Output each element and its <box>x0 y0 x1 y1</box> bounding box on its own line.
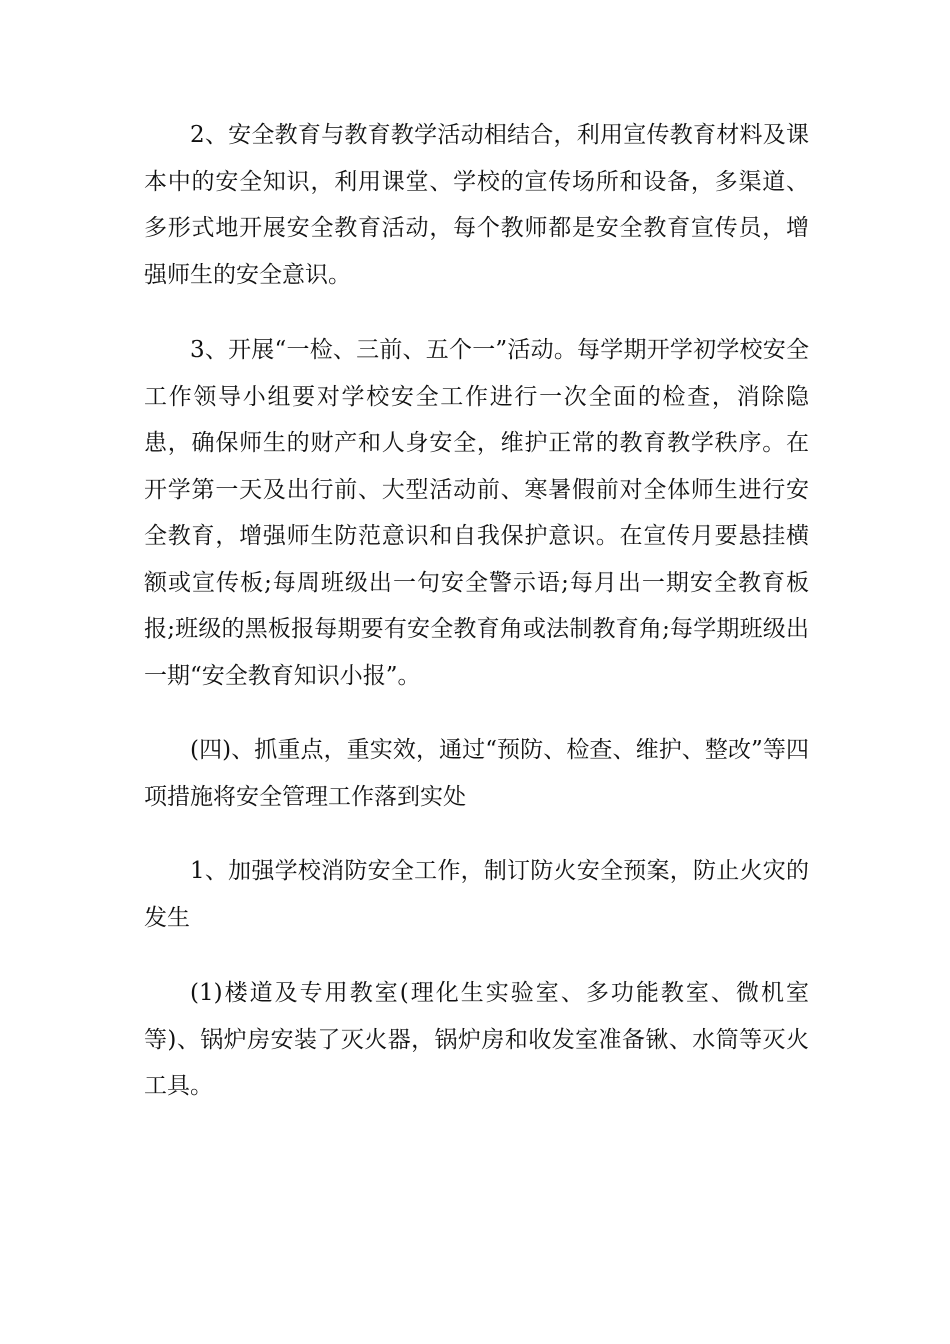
document-page <box>144 112 809 1110</box>
paragraph-safety-education-integration: 2、安全教育与教育教学活动相结合，利用宣传教育材料及课本中的安全知识，利用课堂、学校的宣传场所和设备，多渠道、多形式地开展安全教育活动，每个教师都是安全教育宣传员，增强师生的安全意识。 <box>144 122 809 288</box>
paragraph-fire-safety: 1、加强学校消防安全工作，制订防火安全预案，防止火灾的发生 <box>144 858 809 931</box>
paragraph-fire-extinguishers: (1)楼道及专用教室(理化生实验室、多功能教室、微机室等)、锅炉房安装了灭火器，锅炉房和收发室准备锹、水筒等灭火工具。 <box>144 980 809 1099</box>
section-heading-four: (四)、抓重点，重实效，通过“预防、检查、维护、整改”等四项措施将安全管理工作落到实处 <box>144 737 809 810</box>
paragraph-inspection-activities: 3、开展“一检、三前、五个一”活动。每学期开学初学校安全工作领导小组要对学校安全工作进行一次全面的检查，消除隐患，确保师生的财产和人身安全，维护正常的教育教学秩序。在开学第一天及出行前、大型活动前、寒暑假前对全体师生进行安全教育，增强师生防范意识和自我保护意识。在宣传月要悬挂横额或宣传板;每周班级出一句安全警示语;每月出一期安全教育板报;班级的黑板报每期要有安全教育角或法制教育角;每学期班级出一期“安全教育知识小报”。 <box>144 337 809 689</box>
